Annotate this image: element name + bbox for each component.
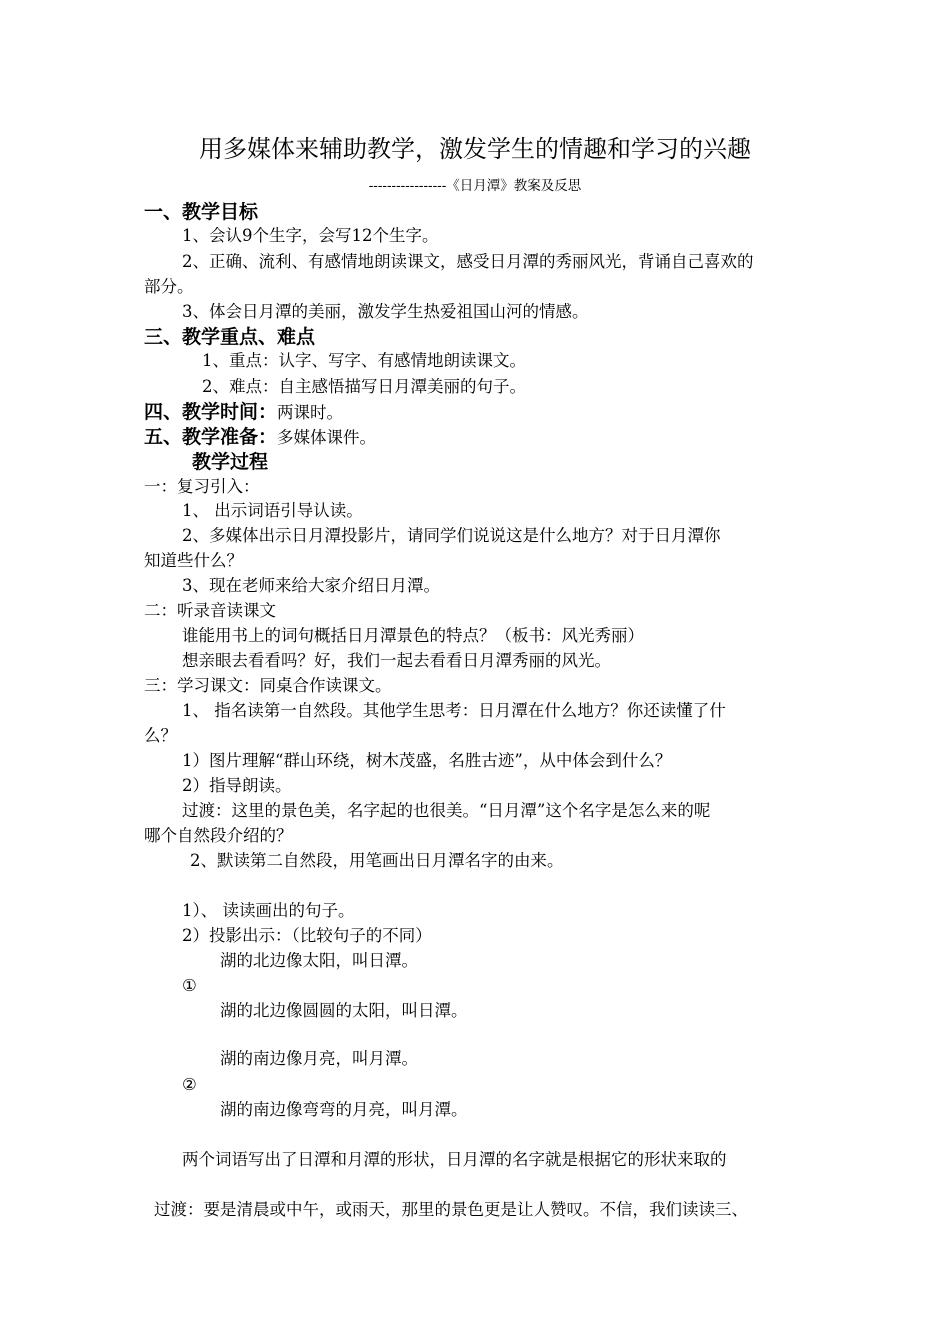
preparation-label: 五、教学准备： [144, 426, 278, 448]
document-title: 用多媒体来辅助教学，激发学生的情趣和学习的兴趣 [199, 135, 751, 163]
part2-line-2: 想亲眼去看看吗？好，我们一起去看看日月潭秀丽的风光。 [182, 651, 611, 670]
part3-item-1-line-1: 1、 指名读第一自然段。其他学生思考：日月潭在什么地方？你还读懂了什 [182, 701, 726, 720]
part3-heading: 三：学习课文：同桌合作读课文。 [144, 676, 392, 695]
transition-2: 过渡：要是清晨或中午，或雨天，那里的景色更是让人赞叹。不信，我们读读三、 [154, 1200, 748, 1219]
key-point-item-2: 2、难点：自主感悟描写日月潭美丽的句子。 [202, 377, 526, 396]
objective-item-2-line-1: 2、正确、流利、有感情地朗读课文，感受日月潭的秀丽风光，背诵自己喜欢的 [182, 252, 754, 271]
section-heading-key-points: 三、教学重点、难点 [144, 326, 316, 348]
objective-item-1: 1、会认9个生字，会写12个生字。 [182, 226, 439, 245]
part3-item-2-sub-2: 2）投影出示：（比较句子的不同） [182, 926, 432, 945]
part3-item-1-line-2: 么？ [144, 726, 177, 745]
preparation-value: 多媒体课件。 [277, 428, 377, 447]
section-heading-preparation [144, 425, 376, 450]
part1-item-1: 1、 出示词语引导认读。 [182, 501, 363, 520]
compare-1-sentence-a: 湖的北边像太阳，叫日潭。 [220, 951, 418, 970]
part2-heading: 二：听录音读课文 [144, 601, 276, 620]
section-heading-time [144, 400, 343, 425]
compare-1-marker: ① [182, 976, 197, 995]
part1-item-2-line-1: 2、多媒体出示日月潭投影片，请同学们说说这是什么地方？对于日月潭你 [182, 526, 721, 545]
compare-1-sentence-b: 湖的北边像圆圆的太阳，叫日潭。 [220, 1001, 468, 1020]
part2-line-1: 谁能用书上的词句概括日月潭景色的特点？（板书：风光秀丽） [182, 626, 644, 645]
part3-sub-1: 1）图片理解“群山环绕，树木茂盛，名胜古迹”，从中体会到什么？ [182, 751, 672, 770]
part3-item-2-sub-1: 1）、 读读画出的句子。 [182, 901, 355, 920]
section-heading-objectives: 一、教学目标 [144, 201, 259, 223]
process-heading: 教学过程 [192, 451, 269, 473]
part1-heading: 一：复习引入： [144, 477, 260, 496]
objective-item-3: 3、体会日月潭的美丽，激发学生热爱祖国山河的情感。 [182, 302, 589, 321]
transition-1-line-2: 哪个自然段介绍的？ [144, 826, 293, 845]
transition-1-line-1: 过渡：这里的景色美，名字起的也很美。“日月潭”这个名字是怎么来的呢 [182, 801, 711, 820]
time-value: 两课时。 [277, 403, 344, 422]
part1-item-2-line-2: 知道些什么？ [144, 551, 243, 570]
compare-2-sentence-b: 湖的南边像弯弯的月亮，叫月潭。 [220, 1100, 468, 1119]
document-subtitle: -----------------《日月潭》教案及反思 [368, 178, 582, 194]
time-label: 四、教学时间： [144, 401, 278, 423]
summary-paragraph: 两个词语写出了日潭和月潭的形状，日月潭的名字就是根据它的形状来取的 [182, 1150, 727, 1169]
compare-2-sentence-a: 湖的南边像月亮，叫月潭。 [220, 1049, 418, 1068]
part1-item-3: 3、现在老师来给大家介绍日月潭。 [182, 576, 440, 595]
compare-2-marker: ② [182, 1075, 197, 1094]
objective-item-2-line-2: 部分。 [144, 277, 194, 296]
key-point-item-1: 1、重点：认字、写字、有感情地朗读课文。 [202, 351, 526, 370]
part3-sub-2: 2）指导朗读。 [182, 776, 292, 795]
part3-item-2: 2、默读第二自然段，用笔画出日月潭名字的由来。 [190, 851, 564, 870]
